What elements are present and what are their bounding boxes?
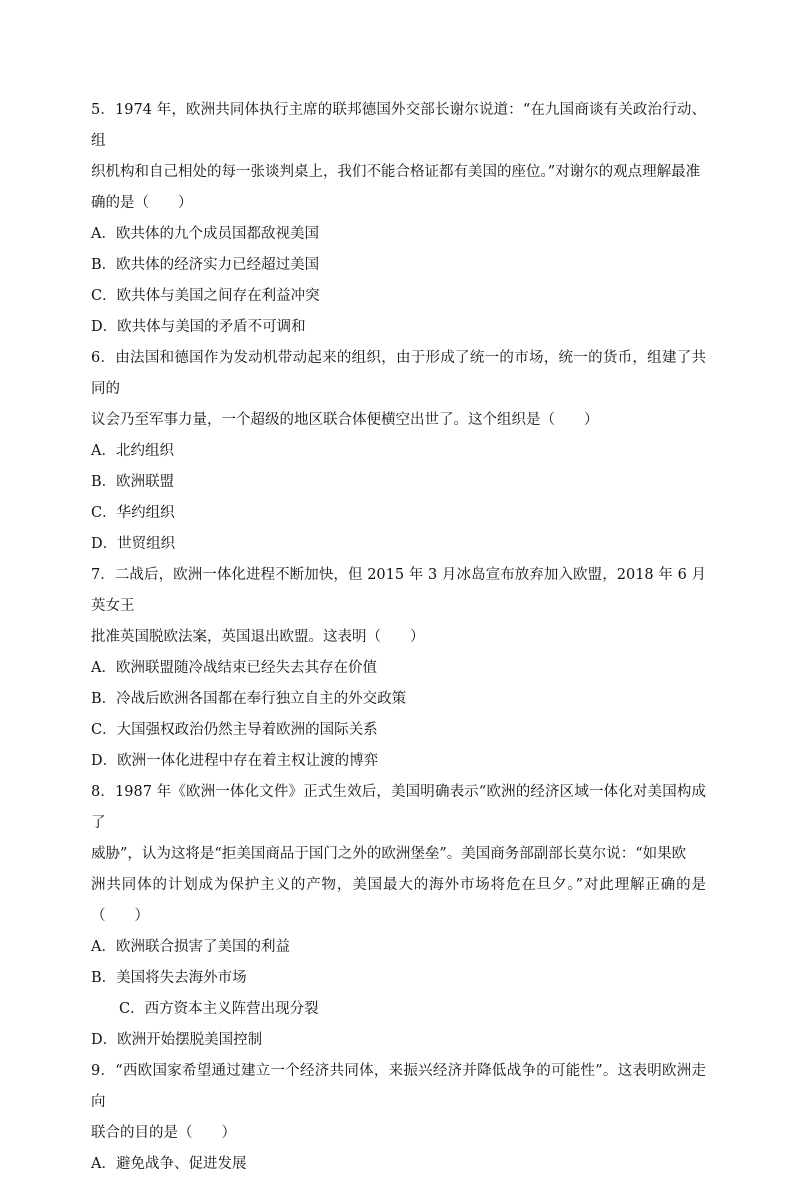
option-b: B．欧共体的经济实力已经超过美国 — [91, 257, 320, 273]
question-5 — [91, 95, 706, 343]
question-stem-line: 9．“西欧国家希望通过建立一个经济共同体，来振兴经济并降低战争的可能性”。这表明欧洲走向 — [91, 1063, 706, 1110]
question-stem-line: 7．二战后，欧洲一体化进程不断加快，但 2015 年 3 月冰岛宣布放弃加入欧盟，2018 年 6 月英女王 — [91, 567, 706, 614]
question-stem-line: 洲共同体的计划成为保护主义的产物，美国最大的海外市场将危在旦夕。”对此理解正确的是（ ） — [91, 877, 706, 924]
option-a: A．北约组织 — [91, 443, 174, 459]
option-b: B．冷战后欧洲各国都在奉行独立自主的外交政策 — [91, 691, 407, 707]
question-stem-line: 议会乃至军事力量，一个超级的地区联合体便横空出世了。这个组织是（ ） — [91, 412, 599, 428]
option-b: B．欧洲联盟 — [91, 474, 175, 490]
question-8 — [91, 777, 706, 1056]
option-c: C．欧共体与美国之间存在利益冲突 — [91, 288, 320, 304]
option-a: A．欧洲联盟随冷战结束已经失去其存在价值 — [91, 660, 377, 676]
question-stem-line: 织机构和自己相处的每一张谈判桌上，我们不能合格证都有美国的座位。”对谢尔的观点理解最准 — [91, 164, 701, 180]
option-c: C．大国强权政治仍然主导着欧洲的国际关系 — [91, 722, 378, 738]
option-a: A．欧共体的九个成员国都敌视美国 — [91, 226, 319, 242]
option-d: D．世贸组织 — [91, 536, 176, 552]
option-a: A．欧洲联合损害了美国的利益 — [91, 939, 290, 955]
exam-page — [91, 95, 706, 1180]
option-a: A．避免战争、促进发展 — [91, 1156, 247, 1172]
question-stem-line: 确的是（ ） — [91, 195, 193, 211]
question-stem-line: 5．1974 年，欧洲共同体执行主席的联邦德国外交部长谢尔说道：“在九国商谈有关政治行动、组 — [91, 102, 706, 149]
question-7 — [91, 560, 706, 777]
question-6 — [91, 343, 706, 560]
question-stem-line: 联合的目的是（ ） — [91, 1125, 236, 1141]
question-stem-line: 威胁”，认为这将是“拒美国商品于国门之外的欧洲堡垒”。美国商务部副部长莫尔说：“如果欧 — [91, 846, 687, 862]
option-c: C．华约组织 — [91, 505, 175, 521]
question-9 — [91, 1056, 706, 1180]
option-d: D．欧共体与美国的矛盾不可调和 — [91, 319, 306, 335]
question-stem-line: 6．由法国和德国作为发动机带动起来的组织，由于形成了统一的市场，统一的货币，组建了共同的 — [91, 350, 706, 397]
option-c: C．西方资本主义阵营出现分裂 — [119, 1001, 319, 1017]
question-stem-line: 8．1987 年《欧洲一体化文件》正式生效后，美国明确表示“欧洲的经济区域一体化对美国构成了 — [91, 784, 706, 831]
option-d: D．欧洲开始摆脱美国控制 — [91, 1032, 263, 1048]
option-d: D．欧洲一体化进程中存在着主权让渡的博弈 — [91, 753, 379, 769]
option-b: B．美国将失去海外市场 — [91, 970, 247, 986]
question-stem-line: 批准英国脱欧法案，英国退出欧盟。这表明（ ） — [91, 629, 425, 645]
